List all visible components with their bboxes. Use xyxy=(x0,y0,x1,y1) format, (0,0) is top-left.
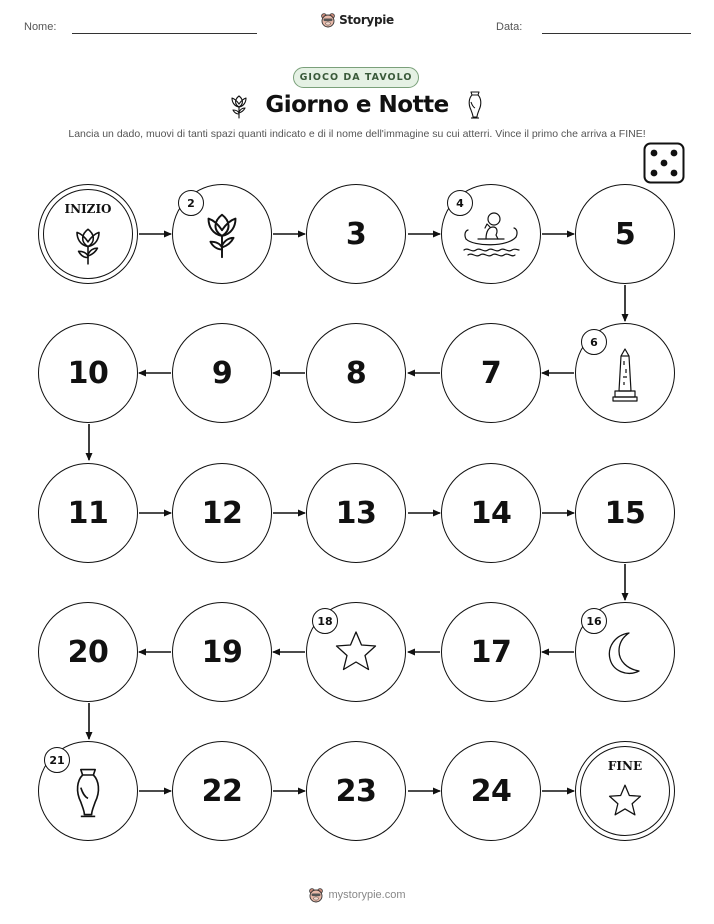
obelisk-icon xyxy=(611,347,639,403)
board-space-start xyxy=(38,184,138,284)
space-number: 19 xyxy=(201,634,243,670)
board-space-23 xyxy=(306,741,406,841)
space-number: 7 xyxy=(480,355,502,391)
space-number: 14 xyxy=(470,495,512,531)
start-label: INIZIO xyxy=(64,202,112,216)
space-number: 11 xyxy=(67,495,109,531)
space-number-tag: 4 xyxy=(447,190,473,216)
board-space-19 xyxy=(172,602,272,702)
space-number-tag: 16 xyxy=(581,608,607,634)
finish-label: FINE xyxy=(607,759,643,773)
board-space-5 xyxy=(575,184,675,284)
board-space-22 xyxy=(172,741,272,841)
space-number-tag: 6 xyxy=(581,329,607,355)
space-number: 23 xyxy=(335,773,377,809)
space-number-tag: 21 xyxy=(44,747,70,773)
tulip-icon xyxy=(200,207,244,261)
board-space-13 xyxy=(306,463,406,563)
name-label: Nome: xyxy=(24,21,57,33)
vase-icon xyxy=(70,766,106,820)
space-number: 13 xyxy=(335,495,377,531)
board-space-24 xyxy=(441,741,541,841)
instructions-text: Lancia un dado, muovi di tanti spazi quanti indicato e di il nome dell'immagine su cui atterri. Vince il primo che arriva a FINE! xyxy=(68,128,646,140)
star-icon xyxy=(605,782,645,820)
space-number-tag: 2 xyxy=(178,190,204,216)
bear-logo-icon xyxy=(308,887,324,903)
space-number: 3 xyxy=(345,216,367,252)
star-icon xyxy=(331,628,381,676)
space-number: 17 xyxy=(470,634,512,670)
board-space-8 xyxy=(306,323,406,423)
sun-boat-icon xyxy=(460,209,522,259)
brand-name: Storypie xyxy=(339,13,394,27)
board-space-finish xyxy=(575,741,675,841)
space-number: 12 xyxy=(201,495,243,531)
footer xyxy=(0,887,714,903)
space-number: 22 xyxy=(201,773,243,809)
page-title: Giorno e Notte xyxy=(265,92,449,118)
space-number-tag: 18 xyxy=(312,608,338,634)
moon-icon xyxy=(603,629,647,679)
board-space-17 xyxy=(441,602,541,702)
space-number: 10 xyxy=(67,355,109,391)
date-label: Data: xyxy=(496,21,523,33)
space-number: 9 xyxy=(211,355,233,391)
space-number: 20 xyxy=(67,634,109,670)
board-space-9 xyxy=(172,323,272,423)
board-space-12 xyxy=(172,463,272,563)
board-space-10 xyxy=(38,323,138,423)
board-space-3 xyxy=(306,184,406,284)
board-space-20 xyxy=(38,602,138,702)
space-number: 5 xyxy=(614,216,636,252)
space-number: 8 xyxy=(345,355,367,391)
category-badge: GIOCO DA TAVOLO xyxy=(293,67,419,88)
tulip-icon xyxy=(70,223,106,267)
board-space-7 xyxy=(441,323,541,423)
board-space-14 xyxy=(441,463,541,563)
board-space-15 xyxy=(575,463,675,563)
space-number: 15 xyxy=(604,495,646,531)
board-space-11 xyxy=(38,463,138,563)
footer-website[interactable]: mystorypie.com xyxy=(328,889,406,901)
space-number: 24 xyxy=(470,773,512,809)
